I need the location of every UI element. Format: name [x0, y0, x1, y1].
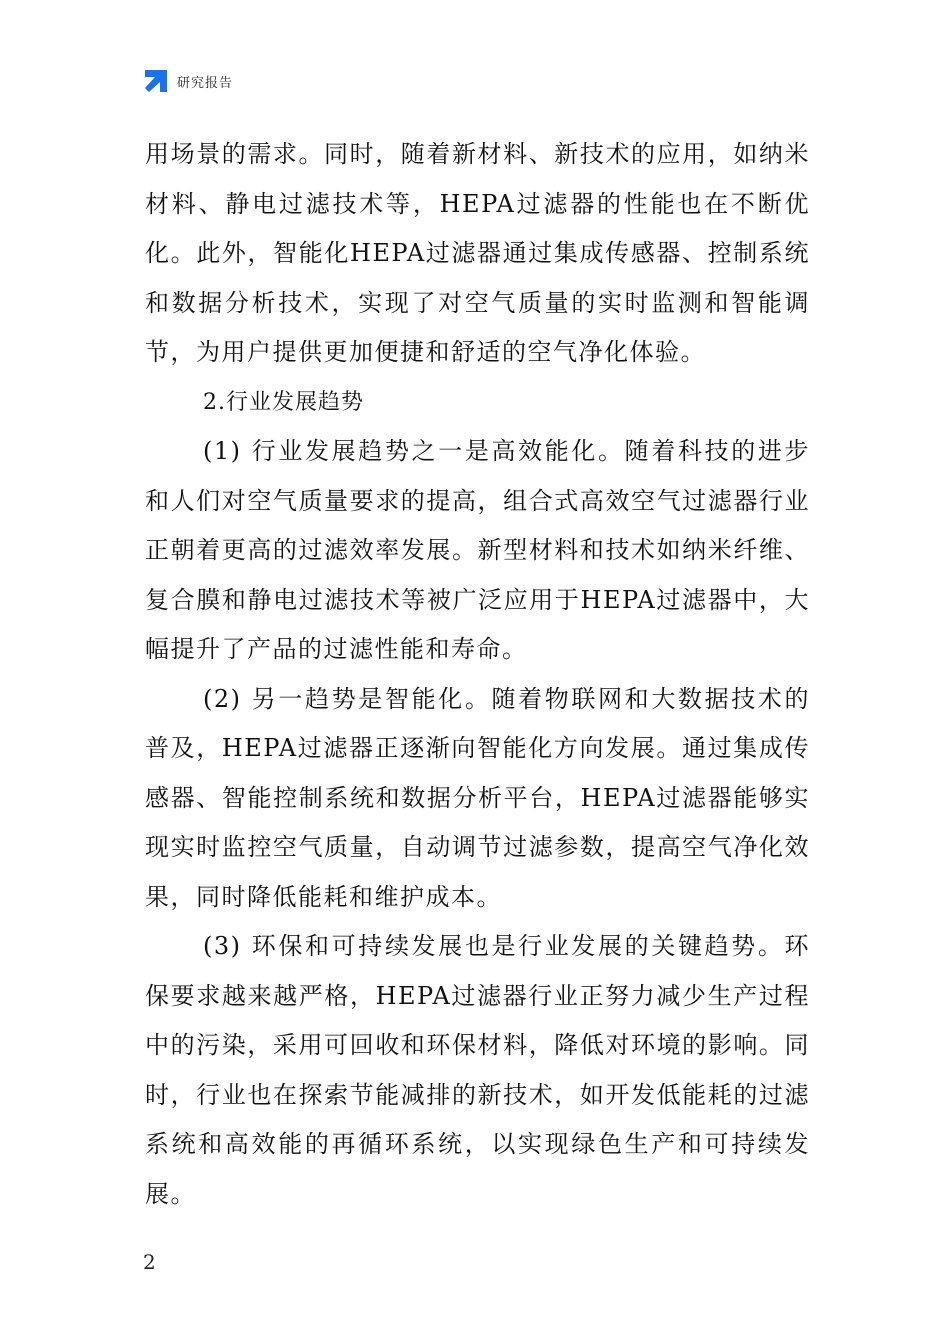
page-number: 2 [143, 1250, 156, 1274]
paragraph-trend-1: (1) 行业发展趋势之一是高效能化。随着科技的进步和人们对空气质量要求的提高，组合式高效空气过滤器行业正朝着更高的过滤效率发展。新型材料和技术如纳米纤维、复合膜和静电过滤技术等被广泛应用于HEPA过滤器中，大幅提升了产品的过滤性能和寿命。 [145, 437, 810, 663]
report-arrow-icon [143, 68, 169, 94]
report-header [143, 68, 233, 94]
document-body [145, 130, 810, 1219]
paragraph-trend-2: (2) 另一趋势是智能化。随着物联网和大数据技术的普及，HEPA过滤器正逐渐向智能化方向发展。通过集成传感器、智能控制系统和数据分析平台，HEPA过滤器能够实现实时监控空气质量，自动调节过滤参数，提高空气净化效果，同时降低能耗和维护成本。 [145, 684, 810, 911]
section-heading: 2.行业发展趋势 [203, 389, 364, 415]
header-title: 研究报告 [177, 75, 234, 91]
paragraph-intro: 用场景的需求。同时，随着新材料、新技术的应用，如纳米材料、静电过滤技术等，HEPA过滤器的性能也在不断优化。此外，智能化HEPA过滤器通过集成传感器、控制系统和数据分析技术，实现了对空气质量的实时监测和智能调节，为用户提供更加便捷和舒适的空气净化体验。 [145, 140, 810, 366]
paragraph-trend-3: (3) 环保和可持续发展也是行业发展的关键趋势。环保要求越来越严格，HEPA过滤器行业正努力减少生产过程中的污染，采用可回收和环保材料，降低对环境的影响。同时，行业也在探索节能减排的新技术，如开发低能耗的过滤系统和高效能的再循环系统，以实现绿色生产和可持续发展。 [145, 932, 810, 1208]
